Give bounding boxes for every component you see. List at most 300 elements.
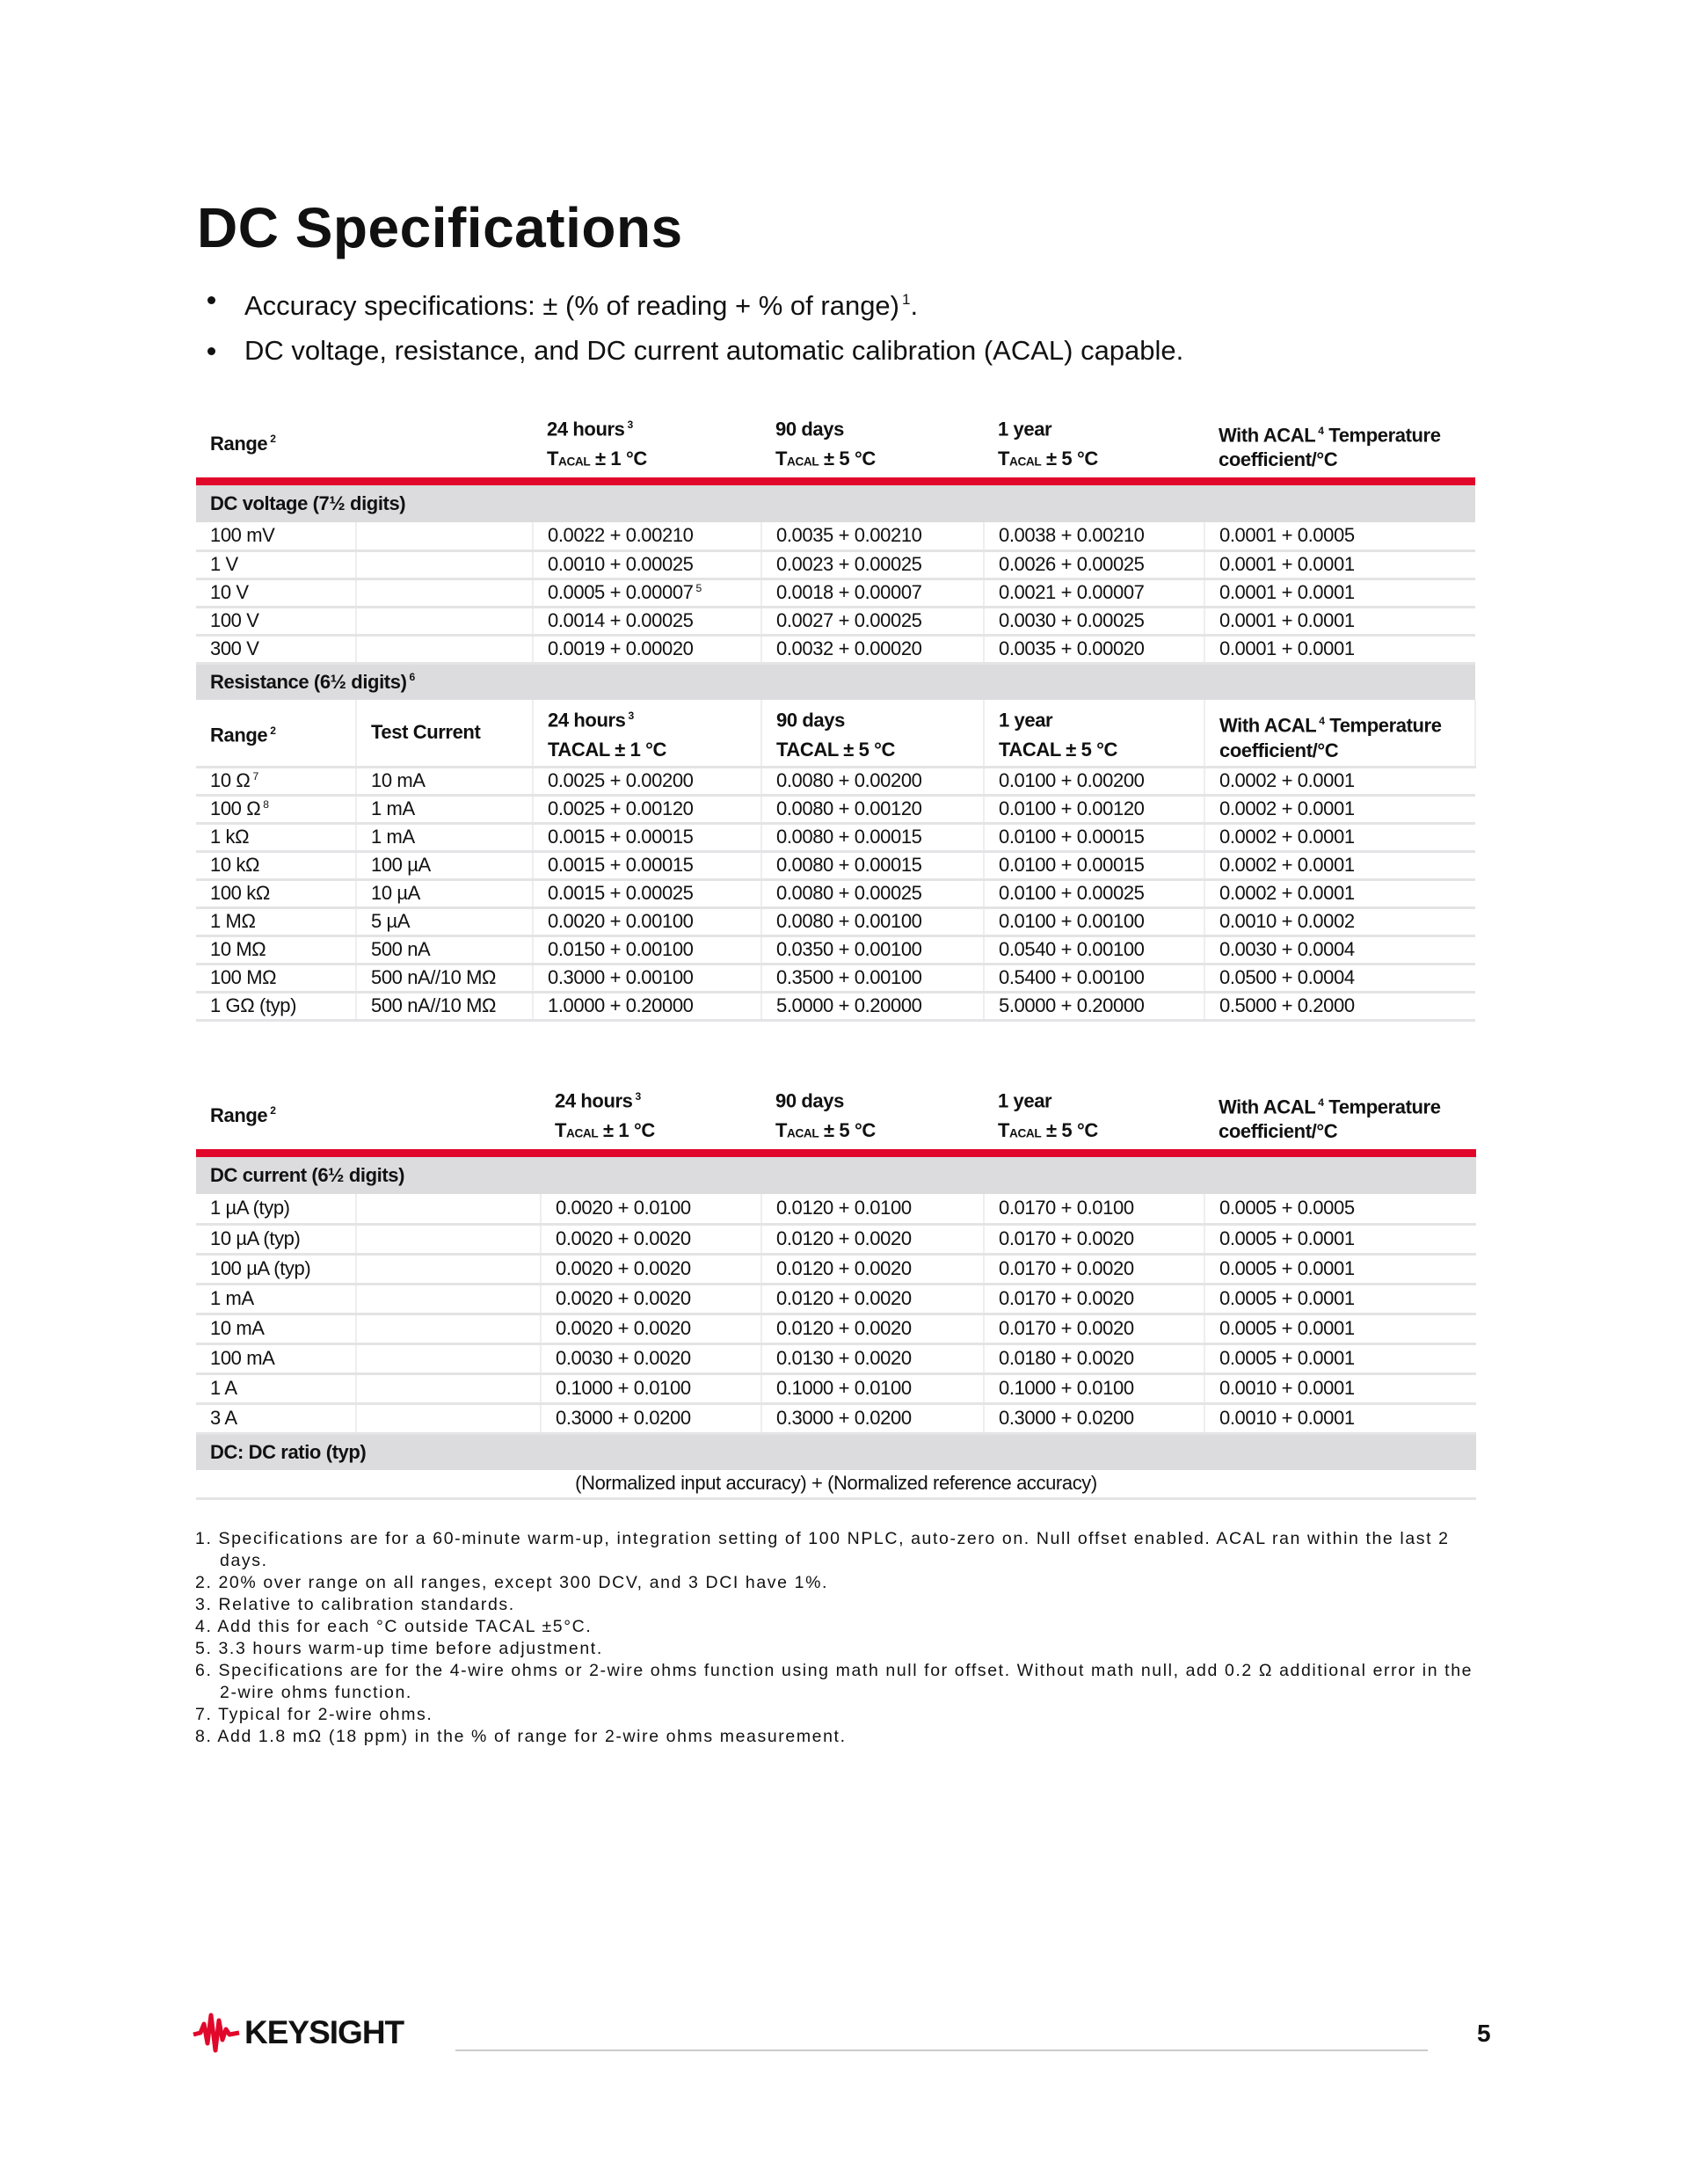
cell-text: 100 µA [371, 854, 431, 877]
footnote-item: 3. Relative to calibration standards. [195, 1595, 515, 1614]
table-cell [761, 1194, 984, 1224]
table-cell [1204, 1343, 1476, 1373]
table-cell [761, 907, 984, 935]
cell-text: 100 kΩ [210, 882, 270, 905]
table-cell [984, 795, 1204, 823]
table-row [196, 795, 1475, 823]
table-cell [356, 935, 533, 964]
table-cell [984, 1254, 1204, 1284]
cell-text: 0.0100 + 0.00100 [999, 910, 1145, 933]
table-cell [196, 1284, 356, 1314]
table-cell [541, 1224, 761, 1254]
cell-text: 1 µA (typ) [210, 1197, 290, 1219]
table-row [196, 1403, 1476, 1433]
cell-text: 0.3000 + 0.0200 [776, 1407, 912, 1430]
cell-text: 0.0010 + 0.0001 [1219, 1407, 1355, 1430]
bullet-text: Accuracy specifications: ± (% of reading + % of range) [244, 289, 899, 321]
table-row [196, 767, 1475, 795]
table-row [196, 1343, 1476, 1373]
table-cell [196, 795, 356, 823]
table-cell [1204, 607, 1475, 635]
footnote-item: 7. Typical for 2-wire ohms. [195, 1705, 433, 1724]
cell-text: 5.0000 + 0.20000 [776, 994, 922, 1017]
table-cell [196, 879, 356, 907]
footnote-ref: 1 [902, 291, 911, 308]
table-cell [761, 767, 984, 795]
table-cell [541, 1254, 761, 1284]
table-cell [356, 992, 533, 1020]
cell-text: 0.0100 + 0.00200 [999, 769, 1145, 792]
cell-text: 0.0010 + 0.0002 [1219, 910, 1355, 933]
cell-text: 0.0020 + 0.0020 [556, 1317, 691, 1340]
footnotes [195, 1528, 1488, 1748]
table-row [196, 550, 1475, 579]
table-cell [533, 823, 761, 851]
cell-text: 0.0100 + 0.00120 [999, 797, 1145, 820]
cell-text: 0.0020 + 0.0020 [556, 1227, 691, 1250]
cell-text: 0.0180 + 0.0020 [999, 1347, 1134, 1370]
cell-text: 1.0000 + 0.20000 [548, 994, 694, 1017]
header-period: 1 year TACAL ± 5 °C [984, 700, 1204, 767]
table-cell [984, 550, 1204, 579]
table-cell [984, 907, 1204, 935]
cell-text: 1 GΩ (typ) [210, 994, 297, 1017]
header-test-current [356, 410, 533, 477]
header-range: Range $^2$ [210, 432, 276, 455]
header-range: Range $^2$ [196, 700, 356, 767]
cell-text: 0.0021 + 0.00007 [999, 581, 1145, 604]
header-period: 90 days TACAL ± 5 °C [775, 418, 876, 470]
cell-text: 0.0120 + 0.0100 [776, 1197, 912, 1219]
current-table [196, 1081, 1476, 1500]
cell-text: 0.0170 + 0.0020 [999, 1257, 1134, 1280]
table-cell [533, 635, 761, 663]
table-cell [1204, 1224, 1476, 1254]
cell-text: 0.0130 + 0.0020 [776, 1347, 912, 1370]
table-cell [196, 823, 356, 851]
header-test-current: Test Current [356, 700, 533, 767]
table-cell [1204, 823, 1475, 851]
table-cell [356, 1403, 541, 1433]
page-number: 5 [1477, 2020, 1491, 2047]
ratio-formula: (Normalized input accuracy) + (Normalized reference accuracy) [575, 1472, 1097, 1495]
table-cell [1204, 1314, 1476, 1343]
header-row [196, 700, 1475, 767]
section-header [196, 1157, 1476, 1194]
table-row [196, 964, 1475, 992]
cell-text: 0.0002 + 0.0001 [1219, 854, 1355, 877]
cell-text: 1 A [210, 1377, 237, 1400]
cell-text: 0.0170 + 0.0020 [999, 1317, 1134, 1340]
header-range: Range $^2$ [210, 1103, 276, 1126]
table-cell [761, 1254, 984, 1284]
table-cell [761, 879, 984, 907]
cell-text: 0.0025 + 0.00120 [548, 797, 694, 820]
table-cell [984, 1284, 1204, 1314]
cell-text: 10 Ω [210, 769, 251, 792]
table-cell [196, 1343, 356, 1373]
brand-name: KEYSIGHT [244, 2014, 404, 2050]
table-cell [356, 607, 533, 635]
header-period: 24 hours $^3$ TACAL ± 1 °C [547, 418, 647, 470]
cell-text: 0.0020 + 0.0020 [556, 1287, 691, 1310]
table-row [196, 1224, 1476, 1254]
table-cell [196, 767, 356, 795]
table-cell [761, 1314, 984, 1343]
cell-text: 0.0030 + 0.0020 [556, 1347, 691, 1370]
table-cell [533, 767, 761, 795]
table-cell [984, 851, 1204, 879]
table-cell [984, 1343, 1204, 1373]
table-cell [356, 550, 533, 579]
cell-text: 0.0540 + 0.00100 [999, 938, 1145, 961]
section-title: DC current (6½ digits) [210, 1164, 405, 1187]
cell-text: 0.5400 + 0.00100 [999, 966, 1145, 989]
cell-text: 0.0005 + 0.0005 [1219, 1197, 1355, 1219]
cell-text: 0.0010 + 0.00025 [548, 553, 694, 576]
cell-text: 10 µA (typ) [210, 1227, 301, 1250]
cell-text: 0.0032 + 0.00020 [776, 637, 922, 660]
cell-text: 1 MΩ [210, 910, 256, 933]
footnote-ref: 3 [635, 1090, 641, 1103]
cell-text: 0.0027 + 0.00025 [776, 609, 922, 632]
cell-text: 0.0025 + 0.00200 [548, 769, 694, 792]
table-cell [196, 964, 356, 992]
cell-text: 0.3000 + 0.00100 [548, 966, 694, 989]
cell-text: 1 mA [371, 826, 415, 848]
cell-text: 0.0026 + 0.00025 [999, 553, 1145, 576]
cell-text: 10 mA [371, 769, 426, 792]
header-tempco: With ACAL $^4$ Temperature coefficient/°C [1204, 700, 1475, 767]
table-cell [1204, 879, 1475, 907]
table-cell [356, 964, 533, 992]
cell-text: 0.0080 + 0.00120 [776, 797, 922, 820]
keysight-wave-icon [192, 2012, 241, 2054]
table-cell [761, 823, 984, 851]
cell-text: 0.3000 + 0.0200 [999, 1407, 1134, 1430]
cell-text: 100 mV [210, 524, 275, 547]
cell-text: 0.0005 + 0.0001 [1219, 1317, 1355, 1340]
table-cell [196, 579, 356, 607]
table-cell [356, 1343, 541, 1373]
table-cell [761, 1373, 984, 1403]
cell-text: 0.0020 + 0.00100 [548, 910, 694, 933]
table-cell [1204, 579, 1475, 607]
header-row [196, 1081, 1476, 1149]
table-cell [1204, 795, 1475, 823]
table-cell [1204, 935, 1475, 964]
table-cell [1204, 1194, 1476, 1224]
footnote-ref: 4 [1318, 1096, 1324, 1109]
table-cell [533, 879, 761, 907]
cell-text: 0.0120 + 0.0020 [776, 1287, 912, 1310]
cell-text: 0.0005 + 0.0001 [1219, 1227, 1355, 1250]
page-title: DC Specifications [197, 196, 683, 259]
table-row [196, 1194, 1476, 1224]
table-cell [984, 579, 1204, 607]
cell-text: 1 mA [210, 1287, 254, 1310]
table-cell [533, 935, 761, 964]
table-cell [984, 823, 1204, 851]
table-cell [1204, 1254, 1476, 1284]
section-header [196, 485, 1475, 522]
header-period: 90 days TACAL ± 5 °C [761, 700, 984, 767]
table-cell [196, 1314, 356, 1343]
cell-text: 0.0030 + 0.0004 [1219, 938, 1355, 961]
table-cell [356, 1224, 541, 1254]
table-cell [984, 1194, 1204, 1224]
header-test-current [356, 1081, 541, 1149]
cell-text: 0.0170 + 0.0020 [999, 1287, 1134, 1310]
header-period: 90 days TACAL ± 5 °C [775, 1089, 876, 1142]
footnote-ref: 7 [252, 769, 258, 783]
table-cell [761, 795, 984, 823]
table-cell [356, 1254, 541, 1284]
table-cell [984, 767, 1204, 795]
table-row [196, 1314, 1476, 1343]
cell-text: 0.0020 + 0.0020 [556, 1257, 691, 1280]
cell-text: 0.1000 + 0.0100 [556, 1377, 691, 1400]
cell-text: 0.0080 + 0.00200 [776, 769, 922, 792]
cell-text: 10 kΩ [210, 854, 260, 877]
cell-text: 10 µA [371, 882, 420, 905]
section-header [196, 663, 1475, 700]
table-cell [761, 935, 984, 964]
table-cell [356, 1284, 541, 1314]
header-period: 24 hours $^3$ TACAL ± 1 °C [533, 700, 761, 767]
cell-text: 0.0005 + 0.0001 [1219, 1287, 1355, 1310]
cell-text: 0.0018 + 0.00007 [776, 581, 922, 604]
table-cell [356, 767, 533, 795]
table-cell [1204, 851, 1475, 879]
cell-text: 0.0005 + 0.0001 [1219, 1347, 1355, 1370]
cell-text: 100 mA [210, 1347, 275, 1370]
cell-text: 1 mA [371, 797, 415, 820]
cell-text: 0.0022 + 0.00210 [548, 524, 694, 547]
cell-text: 0.0500 + 0.0004 [1219, 966, 1355, 989]
table-cell [1204, 635, 1475, 663]
cell-text: 10 mA [210, 1317, 265, 1340]
cell-text: 5.0000 + 0.20000 [999, 994, 1145, 1017]
table-cell [1204, 992, 1475, 1020]
cell-text: 0.0001 + 0.0001 [1219, 609, 1355, 632]
header-period: 1 year TACAL ± 5 °C [998, 1089, 1098, 1142]
table-cell [196, 1224, 356, 1254]
cell-text: 10 MΩ [210, 938, 266, 961]
table-cell [984, 607, 1204, 635]
table-cell [761, 635, 984, 663]
cell-text: 0.0014 + 0.00025 [548, 609, 694, 632]
table-cell [1204, 964, 1475, 992]
footnote-ref: 3 [627, 419, 633, 431]
table-cell [356, 879, 533, 907]
table-row [196, 1254, 1476, 1284]
cell-text: 0.0100 + 0.00015 [999, 826, 1145, 848]
cell-text: 0.0001 + 0.0001 [1219, 581, 1355, 604]
table-row [196, 851, 1475, 879]
table-row [196, 635, 1475, 663]
table-cell [984, 1314, 1204, 1343]
table-cell [541, 1314, 761, 1343]
cell-text: 0.0120 + 0.0020 [776, 1257, 912, 1280]
cell-text: 0.0038 + 0.00210 [999, 524, 1145, 547]
bullet-list [204, 277, 1183, 373]
accent-bar [196, 477, 1475, 485]
cell-text: 0.0005 + 0.0001 [1219, 1257, 1355, 1280]
footnote-item: 5. 3.3 hours warm-up time before adjustment. [195, 1639, 603, 1658]
table-cell [761, 1284, 984, 1314]
cell-text: 0.0120 + 0.0020 [776, 1227, 912, 1250]
cell-text: 100 V [210, 609, 259, 632]
header-tempco: With ACAL $^4$ Temperature coefficient/°C [1219, 424, 1441, 471]
table-cell [1204, 1284, 1476, 1314]
section-title: Resistance (6½ digits) [210, 670, 407, 693]
table-cell [356, 635, 533, 663]
cell-text: 500 nA [371, 938, 431, 961]
cell-text: 0.5000 + 0.2000 [1219, 994, 1355, 1017]
bullet-text: DC voltage, resistance, and DC current automatic calibration (ACAL) capable. [244, 334, 1184, 366]
table-cell [533, 607, 761, 635]
table-row [196, 607, 1475, 635]
cell-text: 0.0080 + 0.00100 [776, 910, 922, 933]
footnote-ref: 8 [263, 797, 269, 811]
table-cell [356, 795, 533, 823]
cell-text: 500 nA//10 MΩ [371, 994, 497, 1017]
cell-text: 0.0001 + 0.0005 [1219, 524, 1355, 547]
cell-text: 0.0080 + 0.00015 [776, 854, 922, 877]
cell-text: 0.0170 + 0.0020 [999, 1227, 1134, 1250]
table-cell [533, 964, 761, 992]
cell-text: 0.1000 + 0.0100 [776, 1377, 912, 1400]
table-cell [541, 1373, 761, 1403]
cell-text: 0.0023 + 0.00025 [776, 553, 922, 576]
table-row [196, 935, 1475, 964]
cell-text: 0.0005 + 0.00007 [548, 581, 694, 604]
bullet-item [204, 277, 1183, 328]
table-cell [541, 1194, 761, 1224]
footnote-ref: 2 [270, 1104, 276, 1117]
footnote-ref: 6 [409, 671, 415, 684]
cell-text: 0.0100 + 0.00025 [999, 882, 1145, 905]
table-cell [1204, 522, 1475, 550]
table-cell [1204, 767, 1475, 795]
table-cell [356, 1373, 541, 1403]
footnote-ref: 2 [270, 433, 276, 446]
footnote-item: 2. 20% over range on all ranges, except 300 DCV, and 3 DCI have 1%. [195, 1573, 829, 1592]
table-cell [533, 522, 761, 550]
cell-text: 100 MΩ [210, 966, 277, 989]
table-cell [196, 522, 356, 550]
table-cell [356, 823, 533, 851]
table-cell [196, 550, 356, 579]
table-cell [356, 522, 533, 550]
cell-text: 0.0035 + 0.00210 [776, 524, 922, 547]
cell-text: 0.0019 + 0.00020 [548, 637, 694, 660]
table-row [196, 522, 1475, 550]
table-cell [196, 1373, 356, 1403]
table-cell [356, 851, 533, 879]
table-cell [356, 907, 533, 935]
bullet-tail: . [910, 289, 919, 321]
table-row [196, 907, 1475, 935]
table-cell [984, 1373, 1204, 1403]
footnote-ref: 2 [270, 724, 276, 737]
table-cell [761, 964, 984, 992]
footnote-item: 8. Add 1.8 mΩ (18 ppm) in the % of range for 2-wire ohms measurement. [195, 1727, 847, 1746]
table-cell [1204, 1403, 1476, 1433]
table-cell [761, 1343, 984, 1373]
table-row [196, 992, 1475, 1020]
bullet-item [204, 328, 1183, 373]
cell-text: 0.0170 + 0.0100 [999, 1197, 1134, 1219]
cell-text: 0.0010 + 0.0001 [1219, 1377, 1355, 1400]
table-cell [196, 607, 356, 635]
cell-text: 0.0002 + 0.0001 [1219, 882, 1355, 905]
footnote-ref: 5 [695, 581, 702, 594]
section-title: DC voltage (7½ digits) [210, 492, 406, 515]
cell-text: 5 µA [371, 910, 411, 933]
table-cell [533, 851, 761, 879]
table-cell [984, 1224, 1204, 1254]
cell-text: 0.0150 + 0.00100 [548, 938, 694, 961]
table-cell [984, 522, 1204, 550]
cell-text: 0.0035 + 0.00020 [999, 637, 1145, 660]
footnote-ref: 4 [1319, 715, 1325, 728]
table-row [196, 579, 1475, 607]
table-cell [196, 1194, 356, 1224]
header-period: 1 year TACAL ± 5 °C [998, 418, 1098, 470]
table-cell [761, 522, 984, 550]
keysight-logo [192, 2012, 404, 2054]
footnote-item: 4. Add this for each °C outside TACAL ±5°C. [195, 1617, 593, 1636]
table-cell [1204, 1373, 1476, 1403]
cell-text: 1 V [210, 553, 238, 576]
cell-text: 0.0020 + 0.0100 [556, 1197, 691, 1219]
table-cell [761, 607, 984, 635]
accent-bar [196, 1149, 1476, 1157]
cell-text: 0.0100 + 0.00015 [999, 854, 1145, 877]
table-row [196, 823, 1475, 851]
table-cell [196, 1254, 356, 1284]
table-cell [761, 992, 984, 1020]
cell-text: 0.0015 + 0.00015 [548, 854, 694, 877]
header-tempco: With ACAL $^4$ Temperature coefficient/°C [1219, 1096, 1441, 1143]
cell-text: 0.0002 + 0.0001 [1219, 769, 1355, 792]
cell-text: 100 µA (typ) [210, 1257, 311, 1280]
table-cell [196, 1403, 356, 1433]
table-cell [533, 907, 761, 935]
table-cell [761, 579, 984, 607]
footer-divider [455, 2049, 1428, 2051]
cell-text: 10 V [210, 581, 249, 604]
cell-text: 0.0015 + 0.00025 [548, 882, 694, 905]
table-cell [196, 935, 356, 964]
section-header [196, 1433, 1476, 1470]
footnote-item: 6. Specifications are for the 4-wire ohms or 2-wire ohms function using math null for offset. Without math null, add 0.2 Ω additional error in the 2-wire ohms function. [195, 1661, 1473, 1702]
table-cell [1204, 550, 1475, 579]
voltage-resistance-table [196, 410, 1476, 1022]
cell-text: 1 kΩ [210, 826, 250, 848]
table-cell [984, 1403, 1204, 1433]
table-cell [761, 1403, 984, 1433]
table-row [196, 1284, 1476, 1314]
table-cell [541, 1284, 761, 1314]
footnote-item: 1. Specifications are for a 60-minute warm-up, integration setting of 100 NPLC, auto-zero on. Null offset enabled. ACAL ran within the last 2 days. [195, 1529, 1450, 1570]
cell-text: 300 V [210, 637, 259, 660]
cell-text: 100 Ω [210, 797, 261, 820]
cell-text: 0.0120 + 0.0020 [776, 1317, 912, 1340]
table-cell [533, 795, 761, 823]
